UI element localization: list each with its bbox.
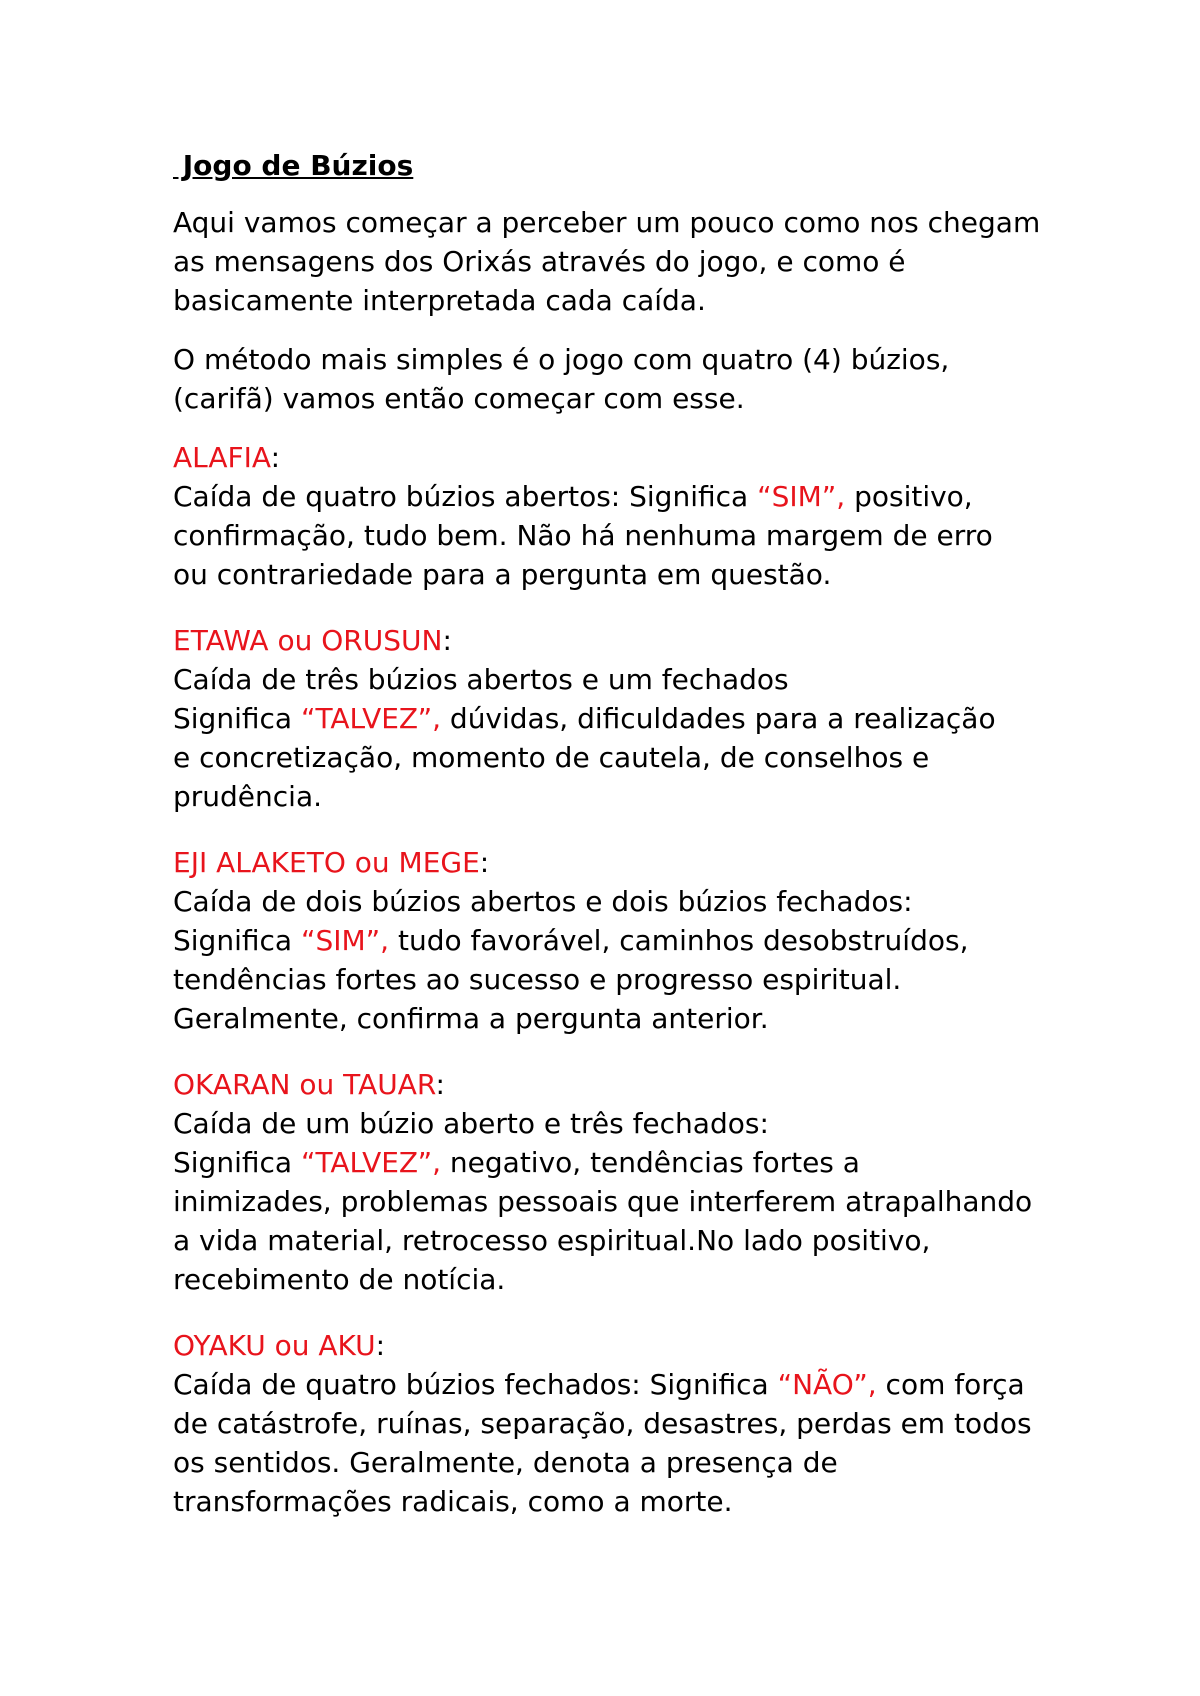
answer-highlight: “TALVEZ”,: [300, 1146, 442, 1179]
text-line: (carifã) vamos então começar com esse.: [173, 382, 745, 415]
section-colon: :: [375, 1329, 386, 1362]
text-run: tendências fortes ao sucesso e progresso espiritual.: [173, 963, 902, 996]
text-line: Aqui vamos começar a perceber um pouco como nos chegam: [173, 206, 1041, 239]
section-heading: [173, 843, 1080, 882]
text-line: [173, 1365, 1080, 1404]
section-colon: :: [442, 624, 452, 657]
section: [173, 1326, 1080, 1521]
text-run: tudo favorável, caminhos desobstruídos,: [389, 924, 969, 957]
text-run: dúvidas, dificuldades para a realização: [441, 702, 996, 735]
section-name: ETAWA ou ORUSUN: [173, 624, 443, 657]
text-line: [173, 660, 1080, 699]
section-body: [173, 1065, 1080, 1299]
text-line: [173, 1182, 1080, 1221]
section: [173, 621, 1080, 816]
text-run: de catástrofe, ruínas, separação, desastres, perdas em todos: [173, 1407, 1032, 1440]
text-line: [173, 882, 1080, 921]
text-run: Geralmente, confirma a pergunta anterior.: [173, 1002, 769, 1035]
section-heading: [173, 438, 1080, 477]
text-line: [173, 516, 1080, 555]
text-run: os sentidos. Geralmente, denota a presença de: [173, 1446, 838, 1479]
section-colon: :: [479, 846, 490, 879]
text-run: e concretização, momento de cautela, de conselhos e: [173, 741, 930, 774]
text-line: [173, 1443, 1080, 1482]
intro-paragraph: [173, 340, 1080, 418]
section-body: [173, 1326, 1080, 1521]
text-line: [173, 1404, 1080, 1443]
section-body: [173, 843, 1080, 1038]
answer-highlight: “SIM”,: [757, 480, 846, 513]
section: [173, 438, 1080, 594]
text-run: Caída de um búzio aberto e três fechados:: [173, 1107, 769, 1140]
text-run: Significa: [173, 1146, 301, 1179]
text-line: as mensagens dos Orixás através do jogo, e como é: [173, 245, 906, 278]
section: [173, 1065, 1080, 1299]
text-line: O método mais simples é o jogo com quatro (4) búzios,: [173, 343, 950, 376]
text-line: [173, 921, 1080, 960]
section-colon: :: [270, 441, 281, 474]
text-run: transformações radicais, como a morte.: [173, 1485, 733, 1518]
text-line: [173, 960, 1080, 999]
text-line: [173, 999, 1080, 1038]
section-heading: [173, 621, 1080, 660]
sections: [173, 438, 1080, 1521]
section-heading: [173, 1065, 1080, 1104]
text-line: [173, 1260, 1080, 1299]
text-line: [173, 777, 1080, 816]
text-run: inimizades, problemas pessoais que interferem atrapalhando: [173, 1185, 1033, 1218]
section-name: EJI ALAKETO ou MEGE: [173, 846, 480, 879]
text-run: Significa: [173, 924, 301, 957]
text-line: [173, 738, 1080, 777]
section-colon: :: [435, 1068, 445, 1101]
text-run: Significa: [173, 702, 301, 735]
text-run: Caída de quatro búzios fechados: Significa: [173, 1368, 778, 1401]
answer-highlight: “NÃO”,: [777, 1368, 877, 1401]
text-line: basicamente interpretada cada caída.: [173, 284, 706, 317]
text-line: [173, 1221, 1080, 1260]
intro-paragraph: [173, 203, 1080, 320]
section-body: [173, 438, 1080, 594]
text-run: Caída de três búzios abertos e um fechados: [173, 663, 789, 696]
text-line: [173, 699, 1080, 738]
text-line: [173, 1143, 1080, 1182]
text-run: positivo,: [845, 480, 973, 513]
text-run: ou contrariedade para a pergunta em questão.: [173, 558, 832, 591]
text-run: Caída de dois búzios abertos e dois búzios fechados:: [173, 885, 913, 918]
text-run: confirmação, tudo bem. Não há nenhuma margem de erro: [173, 519, 993, 552]
text-run: negativo, tendências fortes a: [441, 1146, 860, 1179]
text-line: [173, 1482, 1080, 1521]
text-run: recebimento de notícia.: [173, 1263, 506, 1296]
text-run: a vida material, retrocesso espiritual.No lado positivo,: [173, 1224, 931, 1257]
text-line: [173, 1104, 1080, 1143]
text-line: [173, 477, 1080, 516]
section-name: ALAFIA: [173, 441, 271, 474]
intro: [173, 203, 1080, 418]
answer-highlight: “TALVEZ”,: [300, 702, 442, 735]
text-line: [173, 555, 1080, 594]
page-title: Jogo de Búzios: [173, 149, 414, 182]
section: [173, 843, 1080, 1038]
section-name: OYAKU ou AKU: [173, 1329, 376, 1362]
section-name: OKARAN ou TAUAR: [173, 1068, 436, 1101]
text-run: com força: [876, 1368, 1025, 1401]
text-run: prudência.: [173, 780, 323, 813]
text-run: Caída de quatro búzios abertos: Significa: [173, 480, 758, 513]
section-body: [173, 621, 1080, 816]
section-heading: [173, 1326, 1080, 1365]
answer-highlight: “SIM”,: [300, 924, 390, 957]
